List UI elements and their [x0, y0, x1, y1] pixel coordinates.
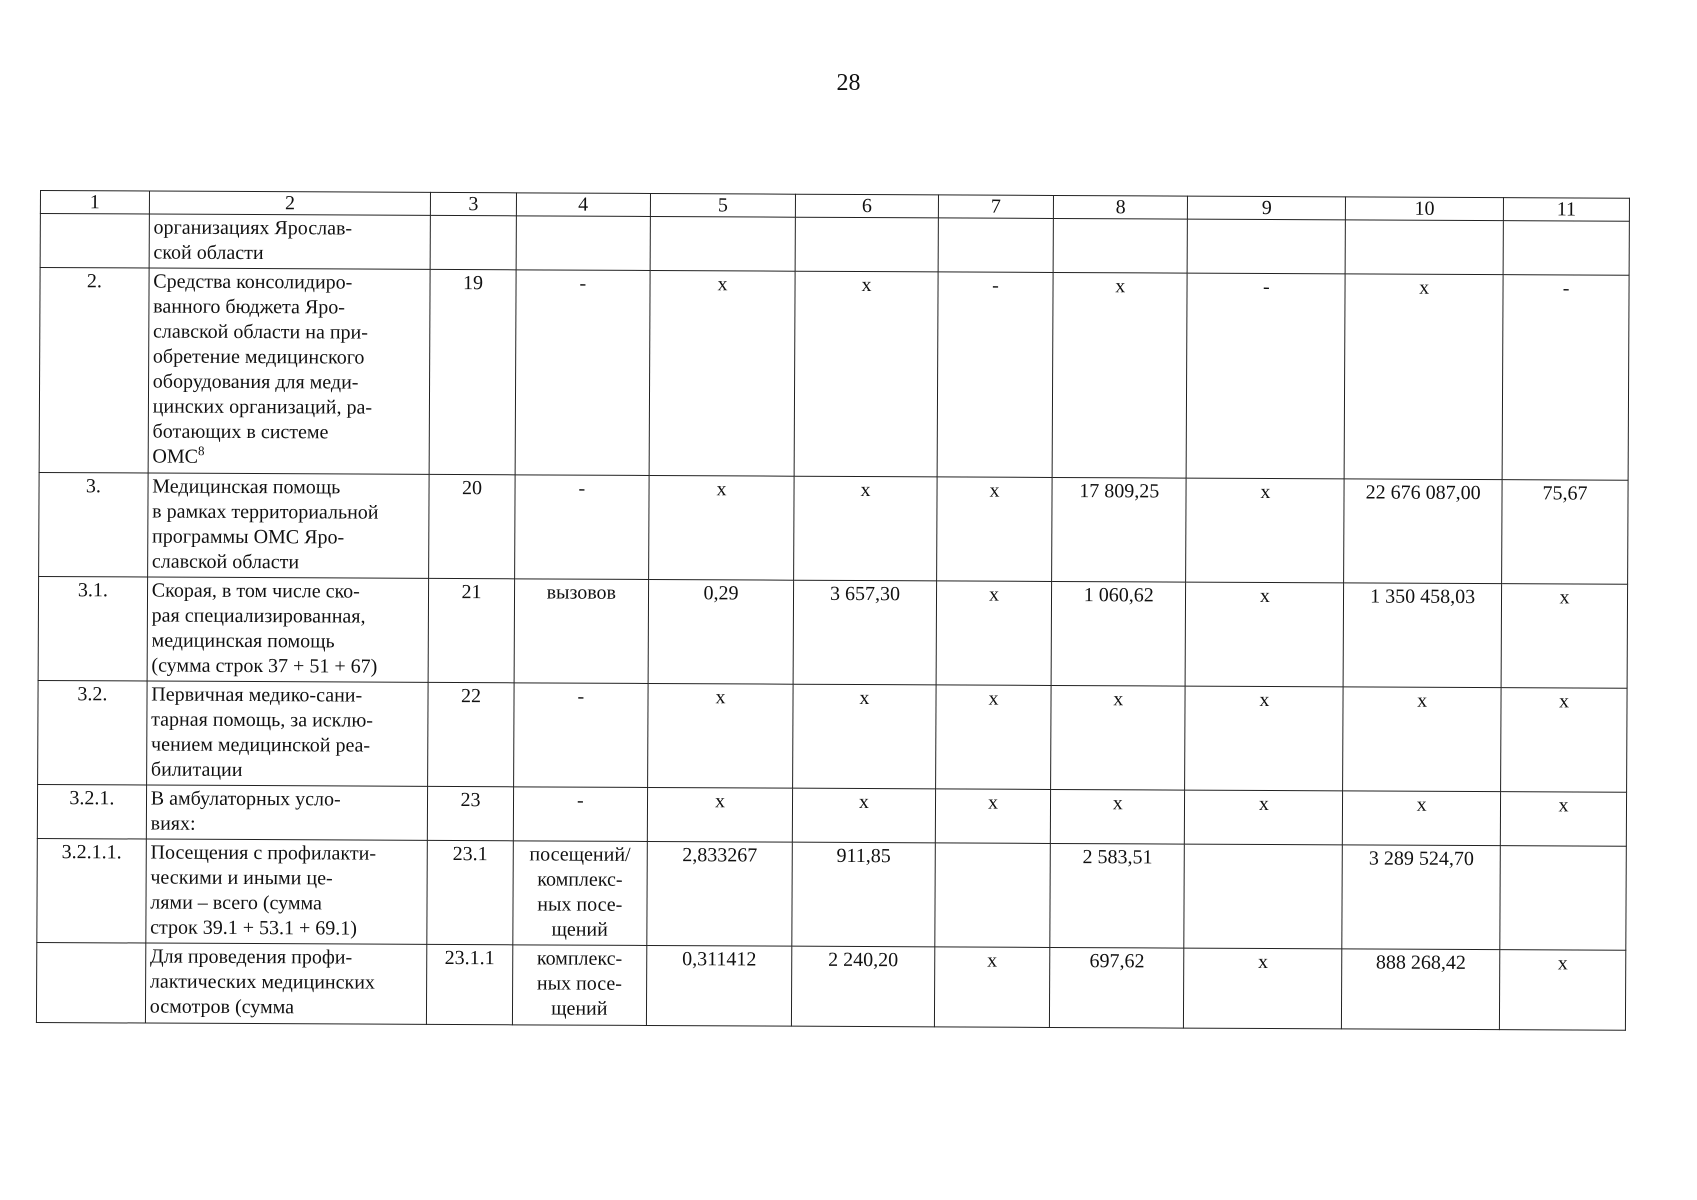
row-description: В амбулаторных усло- виях:	[146, 785, 428, 840]
value-cell: х	[936, 581, 1052, 686]
page-number: 28	[836, 70, 861, 96]
value-cell	[1500, 846, 1626, 951]
row-number: 3.1.	[38, 576, 147, 681]
value-cell: х	[649, 475, 795, 580]
value-cell: х	[1344, 274, 1503, 480]
table-row	[38, 576, 1627, 688]
value-cell: 22 676 087,00	[1344, 479, 1502, 584]
value-cell: х	[1050, 789, 1185, 844]
budget-table	[36, 190, 1630, 1031]
value-cell: 17 809,25	[1052, 477, 1187, 582]
value-cell: х	[648, 683, 794, 788]
row-number: 3.	[39, 472, 148, 577]
value-cell: 2,833267	[647, 841, 793, 946]
row-description: Посещения с профилакти- ческими и иными це- лями – всего (сумма строк 39.1 + 53.1 + 69.1)	[146, 839, 428, 944]
header-cell: 8	[1053, 195, 1187, 219]
header-cell: 7	[938, 195, 1053, 219]
value-cell: х	[935, 685, 1051, 790]
table-row	[39, 268, 1629, 481]
unit-cell: -	[515, 270, 650, 476]
line-number: 19	[429, 269, 515, 474]
header-cell: 11	[1503, 198, 1629, 222]
header-cell: 5	[650, 193, 795, 217]
value-cell: х	[1501, 688, 1627, 793]
value-cell: х	[1343, 687, 1501, 792]
value-cell: 75,67	[1502, 480, 1628, 585]
table-row	[39, 472, 1628, 584]
table-row	[36, 942, 1625, 1030]
unit-cell: -	[513, 787, 648, 842]
header-cell: 10	[1346, 197, 1504, 221]
unit-cell: посещений/ комплекс- ных посе- щений	[512, 841, 647, 946]
value-cell: 2 583,51	[1050, 843, 1185, 948]
unit-cell: комплекс- ных посе- щений	[512, 945, 647, 1026]
value-cell: х	[649, 270, 795, 476]
value-cell	[935, 843, 1051, 948]
value-cell: х	[1185, 686, 1343, 791]
value-cell: 3 657,30	[793, 580, 936, 685]
value-cell: 2 240,20	[791, 946, 934, 1027]
value-cell: 888 268,42	[1342, 949, 1500, 1030]
value-cell: 911,85	[792, 842, 935, 947]
value-cell: 1 350 458,03	[1343, 583, 1501, 688]
header-cell: 9	[1188, 196, 1346, 220]
line-number: 23.1	[427, 840, 513, 944]
line-number	[430, 215, 516, 269]
table-row	[37, 784, 1626, 846]
row-description: Первичная медико-сани- тарная помощь, за исклю- чением медицинской реа- билитации	[146, 681, 428, 786]
value-cell: 1 060,62	[1051, 581, 1186, 686]
value-cell: х	[935, 789, 1050, 844]
unit-cell	[516, 216, 651, 271]
value-cell: х	[1343, 791, 1501, 846]
row-number: 3.2.1.1.	[37, 838, 146, 943]
value-cell	[1345, 220, 1503, 275]
header-cell: 3	[431, 192, 516, 215]
header-cell: 1	[40, 191, 149, 215]
value-cell: 0,29	[648, 579, 794, 684]
value-cell: -	[937, 272, 1053, 478]
table-row	[37, 838, 1626, 950]
row-description: Средства консолидиро- ванного бюджета Яро- славской области на при- обретение медицинского оборудования для меди- цинских организаций, ра- ботающих в системе ОМС$^8$	[148, 268, 431, 474]
unit-cell: вызовов	[514, 579, 649, 684]
unit-cell: -	[513, 683, 648, 788]
row-description: Скорая, в том числе ско- рая специализированная, медицинская помощь (сумма строк 37 + 51 + 67)	[147, 577, 429, 682]
row-description: Медицинская помощь в рамках территориальной программы ОМС Яро- славской области	[147, 473, 429, 578]
value-cell	[1184, 844, 1342, 949]
value-cell: х	[1052, 272, 1187, 478]
header-cell: 6	[795, 194, 938, 218]
value-cell: -	[1187, 273, 1346, 479]
value-cell: х	[1185, 790, 1343, 845]
value-cell: х	[1501, 584, 1627, 689]
header-cell: 2	[149, 191, 431, 215]
value-cell	[1188, 219, 1346, 274]
row-number	[40, 214, 149, 269]
value-cell: х	[793, 684, 936, 789]
row-number: 3.2.	[38, 680, 147, 785]
value-cell	[1053, 218, 1188, 273]
line-number: 23.1.1	[427, 944, 513, 1024]
value-cell: х	[1500, 792, 1626, 847]
value-cell: х	[794, 476, 937, 581]
table-row	[38, 680, 1627, 792]
value-cell	[938, 218, 1053, 273]
line-number: 20	[429, 474, 515, 578]
value-cell: х	[1499, 950, 1625, 1031]
header-cell: 4	[516, 193, 650, 217]
value-cell: х	[1051, 685, 1186, 790]
value-cell: х	[1186, 582, 1344, 687]
unit-cell: -	[514, 475, 649, 580]
value-cell: х	[1186, 478, 1344, 583]
row-number	[36, 942, 145, 1023]
value-cell: 697,62	[1049, 947, 1184, 1028]
value-cell: х	[792, 788, 935, 843]
value-cell	[1503, 221, 1629, 276]
row-description: организациях Ярослав- ской области	[149, 214, 431, 269]
value-cell: х	[936, 477, 1052, 582]
value-cell: 3 289 524,70	[1342, 845, 1500, 950]
value-cell: х	[1184, 948, 1342, 1029]
value-cell: х	[647, 787, 792, 842]
value-cell	[650, 216, 795, 271]
value-cell	[795, 217, 938, 272]
line-number: 21	[428, 578, 514, 682]
value-cell: х	[934, 947, 1050, 1028]
line-number: 22	[428, 682, 514, 786]
value-cell: 0,311412	[646, 945, 791, 1026]
value-cell: -	[1502, 275, 1629, 481]
row-number: 2.	[39, 268, 149, 474]
row-number: 3.2.1.	[37, 784, 146, 839]
value-cell: х	[794, 271, 938, 477]
footnote-mark: 8	[198, 443, 205, 459]
table-row	[40, 214, 1629, 276]
row-description: Для проведения профи- лактических медицинских осмотров (сумма	[145, 943, 427, 1024]
line-number: 23	[428, 786, 514, 840]
